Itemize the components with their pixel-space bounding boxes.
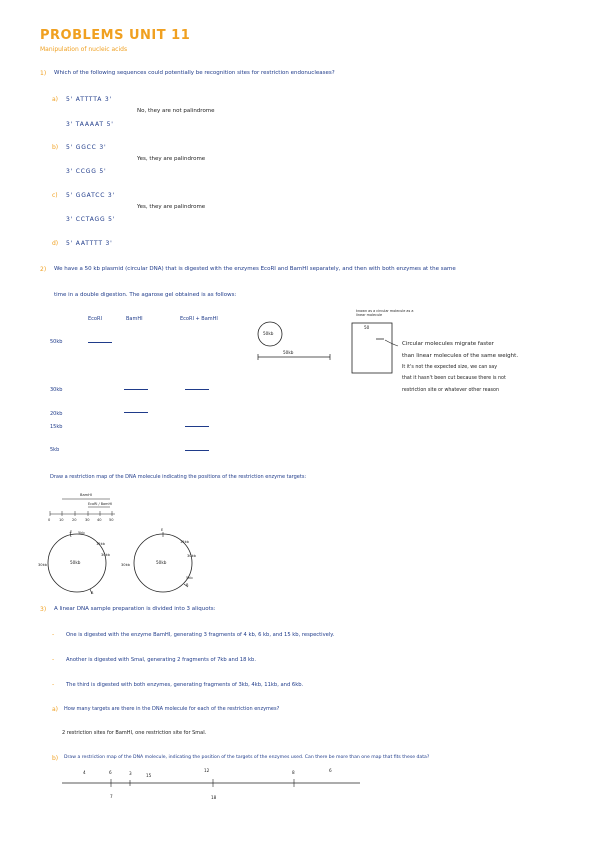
gel-box-mark: 50 [364,325,370,330]
gel-size-5kb: 5kb [50,447,60,453]
q3-bullet-3: The third is digested with both enzymes, generating fragments of 3kb, 4kb, 11kb, and 6kb. [66,682,304,688]
q3-b-text: Draw a restriction map of the DNA molecule, indicating the position of the targets of the enzymes used. Can there be more than one map that fits these data? [64,755,430,760]
ruler-tick-label-0: 0 [48,518,51,522]
ruler-tick-label-20: 20 [72,518,77,522]
q1-option-b-answer: Yes, they are palindrome [137,156,206,162]
q1-option-d-top: 5' AATTTT 3' [66,240,113,247]
map-1-label-30kb-left: 30kb [38,563,47,567]
map-1-label-b: B [91,591,94,595]
gel-lane-bamhi: BamHI [126,316,143,322]
q1-option-a-label: a) [52,96,59,103]
gel-size-20kb: 20kb [50,411,63,417]
gel-size-15kb: 15kb [50,424,63,430]
q3-bullet-3-dash: - [52,681,55,688]
q1-option-a-bottom: 3' TAAAAT 5' [66,121,114,128]
explanation-line-2: than linear molecules of the same weight. [402,353,519,359]
q2-text-line2: time in a double digestion. The agarose gel obtained is as follows: [54,292,237,298]
q1-option-d-label: d) [52,240,59,247]
q1-option-a-top: 5' ATTTTA 3' [66,96,112,103]
map-2-label-e: E [161,528,164,532]
q2-map-prompt: Draw a restriction map of the DNA molecule indicating the positions of the restriction enzyme targets: [50,474,307,480]
q3-map-top-12: 12 [204,768,210,773]
q1-number: 1) [40,70,47,77]
ruler-mid-label: EcoRI / BamHI [88,502,112,506]
q3-bullet-1: One is digested with the enzyme BamHI, generating 3 fragments of 4 kb, 6 kb, and 15 kb, respectively. [66,632,335,638]
q3-map-top-15: 15 [146,773,152,778]
q3-map-top-6: 6 [109,770,112,775]
explanation-line-1: Circular molecules migrate faster [402,341,494,347]
map-1-label-15kb: 15kb [96,542,105,546]
ruler-tick-label-50: 50 [109,518,114,522]
q3-map-top-6b: 6 [329,768,332,773]
page-title: PROBLEMS UNIT 11 [40,28,191,43]
map-2-label-15kb: 15kb [180,540,189,544]
q3-bullet-2: Another is digested with SmaI, generating 2 fragments of 7kb and 18 kb. [66,657,256,663]
q1-option-c-label: c) [52,192,58,199]
map-1-label-30kb-right: 30kb [101,553,110,557]
ruler-tick-label-10: 10 [59,518,64,522]
map-1-label-5kb: 5kb [78,531,85,535]
q3-map-bottom-18: 18 [211,795,217,800]
explanation-line-3: It it's not the expected size, we can say [402,365,498,370]
q3-map-top-3: 3 [129,771,132,776]
q1-option-b-top: 5' GGCC 3' [66,144,107,151]
explanation-line-5: restriction site or whatever other reason [402,388,500,393]
linear-dna-label: 50kb [283,350,294,355]
map-1-label-e: E [70,530,73,534]
q3-a-label: a) [52,706,59,713]
map-2-label-30kb-left: 30kb [121,563,130,567]
map-2-label-30kb-right: 30kb [187,554,196,558]
ruler-top-label: BamHI [80,493,92,497]
map-1-center: 50kb [70,560,81,565]
q1-option-a-answer: No, they are not palindrome [137,108,215,114]
ruler-tick-label-40: 40 [97,518,102,522]
gel-lane-double: EcoRI + BamHI [180,316,218,322]
q1-option-b-bottom: 3' CCGG 5' [66,168,107,175]
q3-bullet-1-dash: - [52,631,55,638]
q2-number: 2) [40,266,47,273]
q3-map-bottom-7: 7 [110,794,113,799]
q3-map-top-8: 8 [292,770,295,775]
q3-a-text: How many targets are there in the DNA molecule for each of the restriction enzymes? [64,706,280,712]
q1-option-c-answer: Yes, they are palindrome [137,204,206,210]
ruler-tick-label-30: 30 [85,518,90,522]
q1-option-b-label: b) [52,144,59,151]
gel-size-50kb: 50kb [50,339,63,345]
q3-text: A linear DNA sample preparation is divided into 3 aliquots: [54,606,216,612]
q3-number: 3) [40,606,47,613]
q3-map-top-4: 4 [83,770,86,775]
page-subtitle: Manipulation of nucleic acids [40,46,128,53]
q3-b-label: b) [52,755,59,762]
explanation-line-4: that it hasn't been cut because there is not [402,376,506,381]
q1-text: Which of the following sequences could potentially be recognition sites for restriction endonucleases? [54,70,335,76]
gel-box-label: known as a circular molecule as a linear molecule [356,309,414,317]
q3-a-answer: 2 restriction sites for BamHI, one restriction site for SmaI. [62,730,207,736]
q2-text-line1: We have a 50 kb plasmid (circular DNA) that is digested with the enzymes EcoRI and BamHI separately, and then with both enzymes at the same [54,266,456,272]
gel-size-30kb: 30kb [50,387,63,393]
map-2-center: 50kb [156,560,167,565]
map-2-label-b: B [186,583,189,587]
q3-bullet-2-dash: - [52,656,55,663]
q1-option-c-bottom: 3' CCTAGG 5' [66,216,116,223]
gel-lane-ecori: EcoRI [88,316,102,322]
q1-option-c-top: 5' GGATCC 3' [66,192,115,199]
map-2-label-5kb: 5kb [186,576,193,580]
plasmid-label: 50kb [263,331,274,336]
